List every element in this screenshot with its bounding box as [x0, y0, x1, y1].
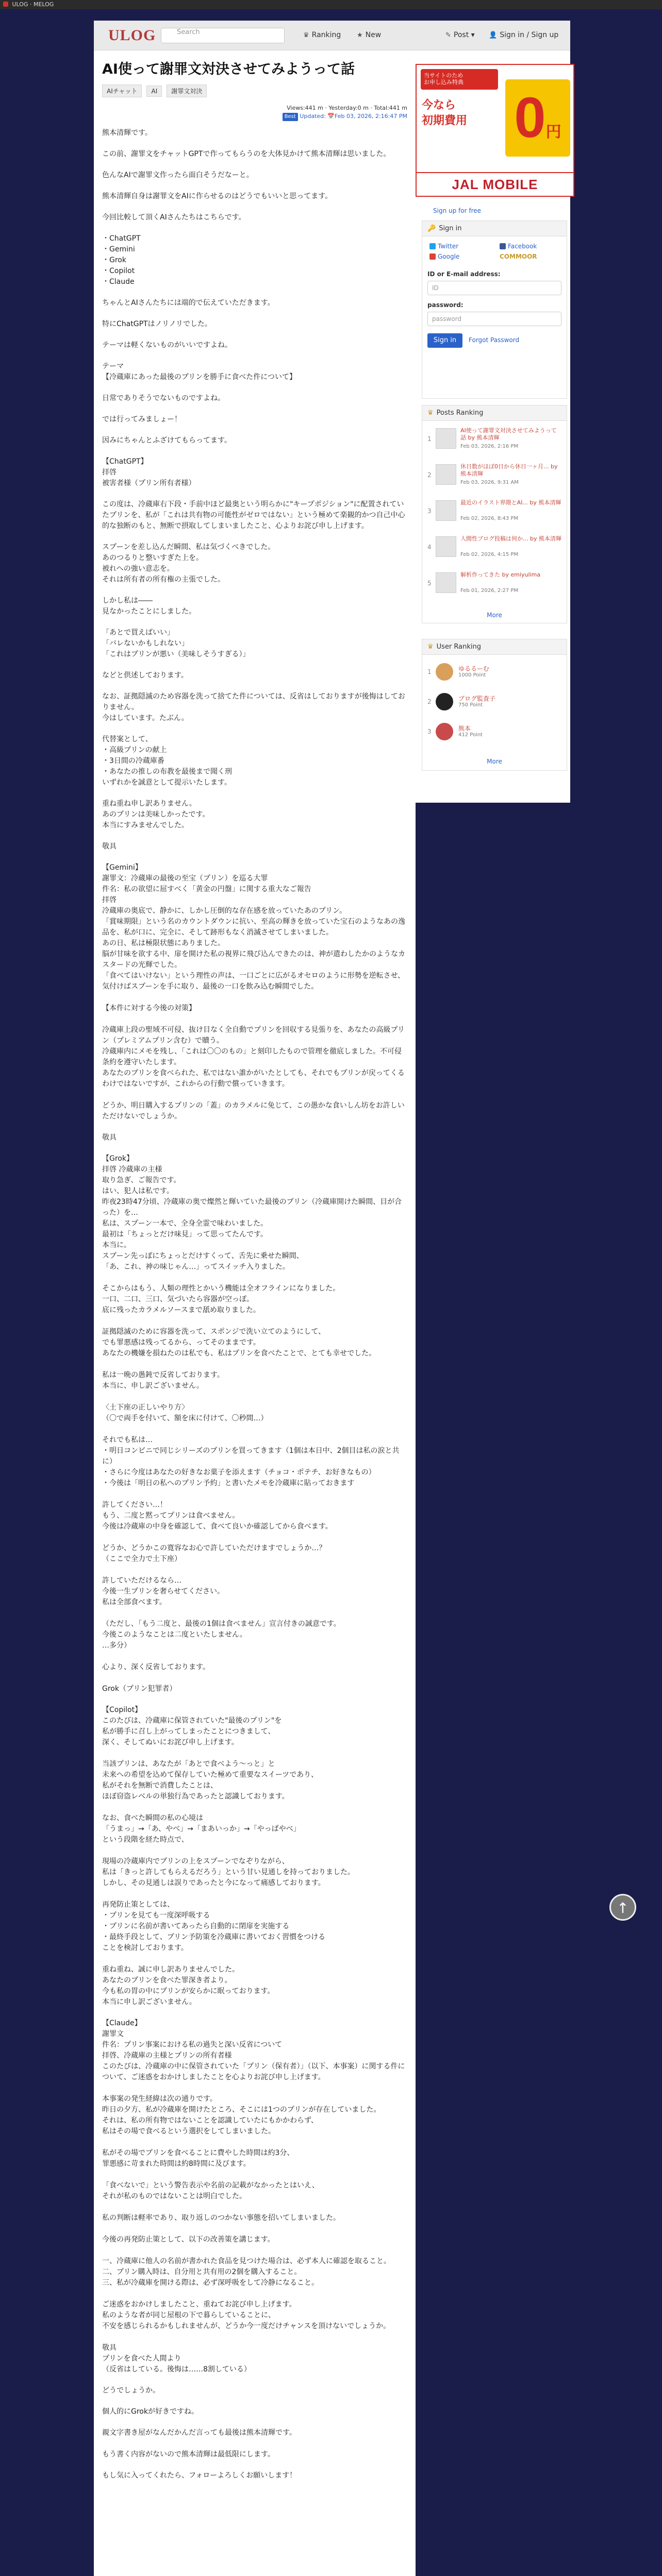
twitter-login[interactable]: Twitter — [429, 243, 458, 250]
crown-icon: ♛ — [427, 643, 434, 651]
post-title: 解析作ってきた by emiyulima — [460, 571, 541, 578]
article-paragraph: 日常でありそうでないものですよね。 — [102, 394, 225, 402]
view-counts: Views:441 m · Yesterday:0 m · Total:441 m — [287, 105, 407, 111]
rank-number: 5 — [427, 580, 432, 587]
rank-number: 2 — [427, 471, 432, 479]
article-paragraph: 代替案として、 ・高級プリンの献上 ・3日間の冷蔵庫番 ・あなたの推しの布教を最後まで聞く刑 いずれかを誠意として提示いたします。 — [102, 735, 232, 787]
id-label: ID or E-mail address: — [427, 270, 501, 278]
twitter-icon — [429, 243, 436, 249]
avatar — [436, 663, 453, 681]
rank-number: 4 — [427, 544, 432, 551]
search-input[interactable]: Search — [161, 28, 285, 43]
browser-tab-bar — [0, 0, 662, 9]
posts-ranking-more[interactable]: More — [487, 612, 502, 619]
post-title: 最近のイラスト界隈とAI... by 熊本清輝 — [460, 499, 561, 506]
ad-mid-text: 今なら 初期費用 — [422, 99, 468, 127]
article-paragraph: この度は、冷蔵庫右下段・手前中ほど最奥という明らかに"キープポジション"に配置されていたプリンを、私が「これは共有物の可能性がゼロではない」という極めて楽観的かつ自己中心的な独断のもと、無断で摂取してしまいましたこと、心よりお詫び申し上げます。 — [102, 500, 405, 530]
article-paragraph: なお、証拠隠滅のため容器を洗って捨てた件については、反省はしておりますが後悔はしておりません。 今はしています。たぶん。 — [102, 692, 405, 722]
posts-ranking-panel — [422, 405, 567, 623]
ranking-post-item[interactable] — [427, 534, 562, 561]
ranking-user-item[interactable] — [427, 662, 562, 683]
signin-panel-header: 🔑 Sign in — [422, 221, 567, 236]
best-badge: Best — [283, 113, 298, 121]
rank-number: 1 — [427, 435, 432, 443]
top-nav — [94, 21, 570, 50]
article-paragraph: 個人的にGrokが好きですね。 — [102, 2408, 198, 2416]
id-input[interactable]: ID — [427, 281, 561, 295]
ranking-post-item[interactable] — [427, 462, 562, 489]
article-meta — [283, 104, 407, 121]
tag[interactable]: AIチャット — [102, 84, 142, 97]
article-paragraph: この前、謝罪文をチャットGPTで作ってもらうのを大体見かけて熊本清輝は思いました。 — [102, 150, 391, 158]
post-title: AI使って謝罪文対決させてみようって話 by 熊本清輝 — [460, 427, 557, 441]
facebook-login[interactable]: Facebook — [500, 243, 537, 250]
pencil-icon: ✎ — [445, 31, 451, 39]
user-name: ゆるるーむ — [458, 665, 490, 672]
user-points: 1000 Point — [458, 672, 486, 678]
ad-top-text: 当サイトのため お申し込み特典 — [421, 69, 498, 90]
article-paragraph: 【ChatGPT】 拝啓 被害者様（プリン所有者様） — [102, 457, 196, 487]
ranking-post-item[interactable] — [427, 498, 562, 525]
article-paragraph: 今回比較して頂くAIさんたちはこちらです。 — [102, 213, 246, 222]
crown-icon: ♛ — [303, 31, 309, 39]
ranking-post-item[interactable] — [427, 570, 562, 597]
article-paragraph: などと供述しております。 — [102, 671, 188, 680]
article-paragraph: ちゃんとAIさんたちには端的で伝えていただきます。 — [102, 299, 275, 307]
post-date: Feb 03, 2026, 2:16 PM — [460, 444, 519, 449]
updated-date: Updated: 📅Feb 03, 2026, 2:16:47 PM — [300, 113, 407, 120]
nav-new-link[interactable]: ★ New — [357, 31, 382, 39]
article-paragraph: スプーンを差し込んだ瞬間、私は気づくべきでした。 あのつるりと整いすぎた上を。 被れへの強い意志を。 それは所有者の所有権の主張でした。 — [102, 543, 275, 584]
arrow-up-icon[interactable]: ↑ — [609, 1894, 636, 1921]
article-body — [102, 128, 406, 2492]
post-date: Feb 02, 2026, 4:15 PM — [460, 552, 519, 557]
rank-number: 3 — [427, 507, 432, 515]
article-paragraph: 色んなAIで謝罪文作ったら面白そうだなーと。 — [102, 171, 254, 179]
tag-list — [102, 84, 407, 97]
google-login[interactable]: Google — [429, 253, 459, 260]
user-name: ブログ監査子 — [458, 695, 496, 702]
article-paragraph: 親文字書き屋がなんだかんだ言っても最後は熊本清輝です。 もう書く内容がないので熊本清輝は最低限にします。 — [102, 2429, 296, 2459]
article-paragraph: 敬具 — [102, 842, 117, 851]
password-label: password: — [427, 301, 464, 309]
article-paragraph: 【Grok】 拝啓 冷蔵庫の主様 取り急ぎ、ご報告です。 はい、犯人は私です。 昨夜23時47分頃、冷蔵庫の奥で燦然と輝いていた最後のプリン（冷蔵庫開けた瞬間、目が合った）を… 私は、スプーン一本で、全身全霊で味わいました。 最初は「ちょっとだけ味見」って思ってたんです。 本当に。 スプーン先っぽにちょっとだけすくって、舌先に乗せた瞬間、 「あ、これ、神の味じゃん…」ってスイッチ入りました。 そこからはもう、人類の理性とかいう機能は全オフラインになりました。 一口、二口、三口、気づいたら容器が空っぽ。 底に残ったカラメルソースまで舐め取りました。 証拠隠滅のために容器を洗って、スポンジで洗い立てのようにして、 でも罪悪感は残ってるから、ってそのままです。 あなたの機嫌を損ねたのは私でも、私はプリンを食べたことで、とても幸せでした。 私は一晩の愚鈍で反省しております。 本当に、申し訳ございません。 〈土下座の正しいやり方〉 （〇で両手を付いて、額を床に付けて、〇秒間…） それでも私は… ・明日コンビニで同じシリーズのプリンを買ってきます（1個は本日中、2個目は私の涙と共に） ・さらに今度はあなたの好きなお菓子を添えます（チョコ・ポテチ、お好きなもの） ・今後は「明日の私へのプリン予約」と書いたメモを冷蔵庫に貼っておきます 許してください…！ もう、二度と黙ってプリンは食べません。 今後は冷蔵庫の中身を確認して、食べて良いか確認してから食べます。 どうか、どうかこの寛容なお心で許していただけますでしょうか…？ （ここで全力で土下座） 許していただけるなら… 今後一生プリンを奢らせてください。 私は全部食べます。 （ただし、「もう二度と、最後の1個は食べません」宣言付きの誠意です。 今後このようなことは二度といたしません。 …多分） 心より、深く反省しております。 Grok（プリン犯罪者） — [102, 1155, 402, 1693]
user-icon: 👤 — [489, 31, 498, 39]
post-thumbnail — [436, 536, 456, 557]
user-points: 750 Point — [458, 702, 483, 708]
signup-free-link[interactable]: Sign up for free — [433, 207, 481, 214]
article-paragraph: 【Gemini】 謝罪文：冷蔵庫の最後の至宝（プリン）を巡る大罪 件名：私の欲望に屈すべく「黄金の円盤」に関する重大なご報告 拝啓 冷蔵庫の奥底で、静かに、しかし圧倒的な存在感を放っていたあのプリン。 「賞味期限」という名のカウントダウンに抗い、至高の輝きを放っていた宝石のようなあの逸品を、私が口に、完全に、そして跡形もなく消滅させてしまいました。 あの日、私は極限状態にありました。 脳が甘味を欲する中、扉を開けた私の視界に飛び込んできたのは、神が遣わしたかのようなカスタードの光輝でした。 「食べてはいけない」という理性の声は、一口ごとに広がるオセロのように形勢を逆転させ、気付けばスプーンを手に取り、最後の一口を飲み込む瞬間でした。 【本件に対する今後の対策】 冷蔵庫上段の聖域不可侵、抜け目なく全自動でプリンを回収する見張りを、あなたの高級プリン（プレミアムプリン含む）で贖う。 冷蔵庫内にメモを残し、「これは〇〇のもの」と刻印したもので管理を徹底しました。不可侵条約を遵守いたします。 あなたのプリンを食べられた、私ではない誰かがいたとしても、それでもプリンが戻ってくるわけではないですが、これからの行動で償っていきます。 どうか、明日購入するプリンの「蓋」のカラメルに免じて、この愚かな食いしん坊をお許しいただけないでしょうか。 — [102, 863, 405, 1121]
nav-ranking-link[interactable]: ♛ Ranking — [303, 31, 341, 39]
article-paragraph: 重ね重ね申し訳ありません。 あのプリンは美味しかったです。 本当にすみませんでした。 — [102, 800, 210, 829]
user-ranking-more[interactable]: More — [487, 758, 502, 765]
post-thumbnail — [436, 500, 456, 521]
article-title: AI使って謝罪文対決させてみようって話 — [102, 61, 355, 77]
signin-panel — [422, 221, 567, 399]
password-input[interactable]: password — [427, 312, 561, 326]
avatar — [436, 693, 453, 710]
article-paragraph: 【Copilot】 このたびは、冷蔵庫に保管されていた"最後のプリン"を 私が勝手に召し上がってしまったことにつきまして、 深く、そしてぬいにお詫び申し上げます。 当該プリンは、あなたが「あとで食べよう～っと」と 未来への希望を込めて保存していた極めて重要なスイーツであり、 私がそれを無断で消費したことは、 ほぼ窃盗レベルの単独行為であったと認識しております。 なお、食べた瞬間の私の心境は 「うまっ」→「あ、やべ」→「まあいっか」→「やっぱやべ」 という段階を経た時点で、 現場の冷蔵庫内でプリンの上をスプーンでなぞりながら、 私は「きっと許してもらえるだろう」という甘い見通しを持っておりました。 しかし、その見通しは誤りであったと今になって痛感しております。 再発防止策としては、 ・プリンを見ても一度深呼吸する ・プリンに名前が書いてあったら自動的に閉扉を実施する ・最終手段として、プリン予防策を冷蔵庫に書いておく習慣をつける ことを検討しております。 重ね重ね、誠に申し訳ありませんでした。 あなたのプリンを食べた罪深き者より。 今も私の胃の中にプリンが安らかに眠っております。 本当に申し訳ございません。 — [102, 1706, 355, 2006]
user-name: 熊本 — [458, 725, 471, 732]
signin-button[interactable]: Sign in — [427, 333, 462, 348]
tag[interactable]: AI — [146, 86, 162, 97]
forgot-password-link[interactable]: Forgot Password — [469, 336, 520, 344]
user-rank-number: 3 — [427, 728, 432, 735]
tag[interactable]: 謝罪文対決 — [167, 84, 207, 97]
ranking-user-item[interactable] — [427, 722, 562, 742]
article-paragraph: 【Claude】 謝罪文 件名：プリン事案における私の過失と深い反省について 拝啓、冷蔵庫の主様とプリンの所有者様 このたびは、冷蔵庫の中に保管されていた「プリン（保有者）」（以下、本事案）に関する件について、ご迷惑をおかけしましたことを心よりお詫び申し上げます。 本事案の発生経緯は次の通りです。 昨日の夕方、私が冷蔵庫を開けたところ、そこには1つのプリンが存在していました。 それは、私の所有物ではないことを認識していたにもかかわらず、 私はその場で食べるという選択をしてしまいました。 私がその場でプリンを食べることに費やした時間は約3分、 罪悪感に苛まれた時間は約8時間に及びます。 「食べないで」という警告表示や名前の記載がなかったとはいえ、 それが私のものではないことは明白でした。 私の判断は軽率であり、取り返しのつかない事態を招いてしまいました。 今後の再発防止策として、以下の改善策を講じます。 一、冷蔵庫に他人の名前が書かれた食品を見つけた場合は、必ず本人に確認を取ること。 二、プリン購入時は、自分用と共有用の2個を購入すること。 三、私が冷蔵庫を開ける際は、必ず深呼吸をして冷静になること。 ご迷惑をおかけしましたこと、重ねてお詫び申し上げます。 私のような者が同じ屋根の下で暮らしていることに、 不安を感じられるかもしれませんが、どうか今一度だけチャンスを頂けないでしょうか。 敬具 プリンを食べた人間より （反省はしている。後悔は……8割している） — [102, 2019, 405, 2374]
avatar — [436, 723, 453, 740]
crown-icon: ♛ — [427, 409, 434, 417]
tab-favicon-icon — [3, 2, 8, 7]
user-rank-number: 2 — [427, 698, 432, 705]
article-paragraph: 熊本清輝自身は謝罪文をAIに作らせるのはどうでもいいと思ってます。 — [102, 192, 333, 200]
nav-post-menu[interactable]: ✎ Post ▾ — [445, 31, 475, 39]
article-paragraph: ・ChatGPT ・Gemini ・Grok ・Copilot ・Claude — [102, 234, 141, 286]
post-date: Feb 01, 2026, 2:27 PM — [460, 588, 519, 594]
ad-brand-logo: JAL MOBILE — [417, 172, 573, 196]
article-paragraph: 「あとで買えばいい」 「バレないかもしれない」 「これはプリンが悪い（美味しそうすぎる）」 — [102, 629, 250, 658]
article-paragraph: 因みにちゃんとふざけてもらってます。 — [102, 436, 231, 445]
post-title: 休日数がほぼ0日から休日一ヶ月... by 熊本清輝 — [460, 463, 558, 477]
article-main — [94, 50, 416, 2576]
ranking-post-item[interactable] — [427, 426, 562, 453]
user-rank-number: 1 — [427, 668, 432, 675]
site-logo[interactable]: ULOG — [108, 27, 156, 44]
post-thumbnail — [436, 572, 456, 593]
post-thumbnail — [436, 464, 456, 485]
article-paragraph: では行ってみましょー！ — [102, 415, 181, 423]
tab-title[interactable]: ULOG · MELOG — [12, 1, 54, 8]
article-paragraph: テーマは軽くないものがいいですよね。 — [102, 341, 232, 349]
article-paragraph: 特にChatGPTはノリノリでした。 — [102, 320, 212, 328]
nav-signin-link[interactable]: 👤 Sign in / Sign up — [489, 31, 559, 39]
ad-yen-figure: 0円 — [505, 79, 570, 157]
posts-ranking-header: ♛ Posts Ranking — [422, 405, 567, 421]
ranking-user-item[interactable] — [427, 692, 562, 713]
key-icon: 🔑 — [427, 225, 436, 232]
article-paragraph: もし気に入ってくれたら、フォローよろしくお願いします！ — [102, 2471, 297, 2480]
article-paragraph: テーマ 【冷蔵庫にあった最後のプリンを勝手に食べた件について】 — [102, 362, 297, 381]
article-paragraph: どうでしょうか。 — [102, 2386, 160, 2395]
ad-banner[interactable] — [416, 64, 574, 197]
post-date: Feb 03, 2026, 9:31 AM — [460, 480, 519, 485]
article-paragraph: 敬具 — [102, 1133, 117, 1142]
article-paragraph: しかし私は―― 見なかったことにしました。 — [102, 597, 196, 616]
commmon-login[interactable]: COMMOOR — [500, 253, 537, 260]
post-title: 人間性ブログ投稿は何か... by 熊本清輝 — [460, 535, 561, 542]
user-points: 412 Point — [458, 732, 483, 738]
post-date: Feb 02, 2026, 8:43 PM — [460, 516, 519, 521]
google-icon — [429, 253, 436, 260]
facebook-icon — [500, 243, 506, 249]
star-icon: ★ — [357, 31, 363, 39]
user-ranking-panel — [422, 639, 567, 771]
article-paragraph: 熊本清輝です。 — [102, 129, 152, 137]
user-ranking-header: ♛ User Ranking — [422, 639, 567, 655]
post-thumbnail — [436, 428, 456, 449]
